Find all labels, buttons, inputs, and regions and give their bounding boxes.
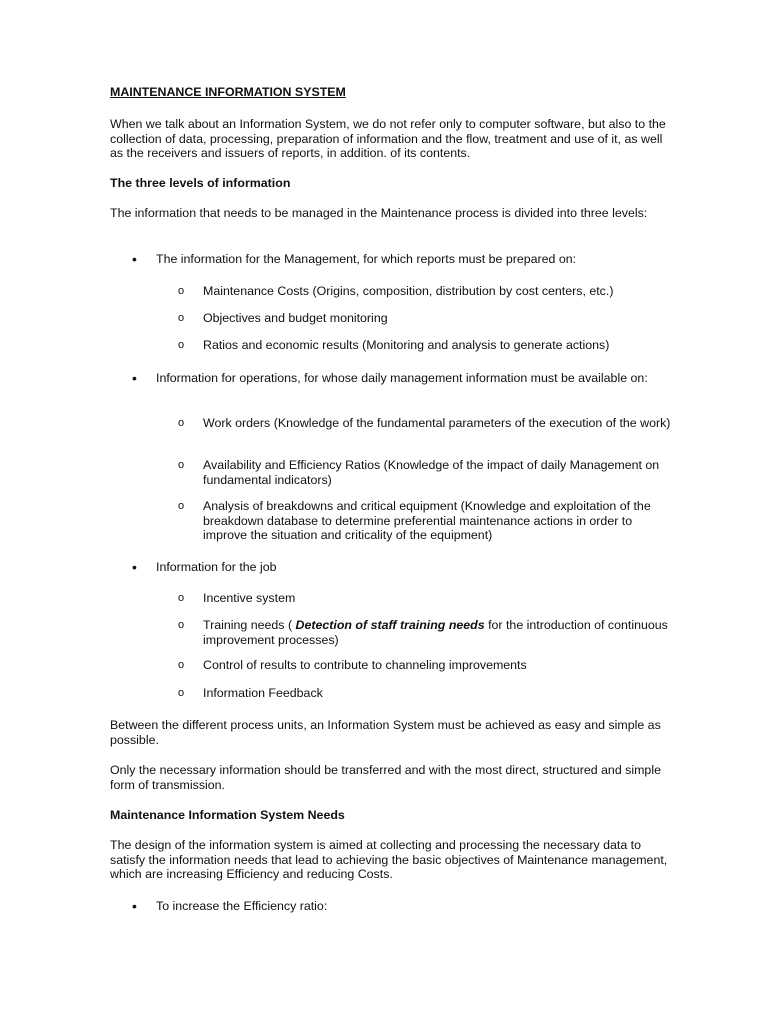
paragraph-transfer: Only the necessary information should be transferred and with the most direct, structured and simple form of transmission. [110, 763, 661, 792]
bullet-efficiency-ratio: To increase the Efficiency ratio: [156, 899, 328, 913]
sub-bullet-marker: o [178, 500, 185, 512]
sub-bullet-item: Work orders (Knowledge of the fundamental parameters of the execution of the work) [203, 416, 671, 430]
sub-bullet-marker: o [178, 339, 185, 351]
section-intro-paragraph: The information that needs to be managed in the Maintenance process is divided into three levels: [110, 206, 648, 220]
training-text-prefix: Training needs ( [203, 618, 296, 632]
sub-bullet-item: Information Feedback [203, 686, 323, 700]
sub-bullet-item: Objectives and budget monitoring [203, 311, 388, 325]
sub-bullet-marker: o [178, 687, 185, 699]
sub-bullet-marker: o [178, 659, 185, 671]
bullet-marker: • [132, 370, 137, 386]
document-title: MAINTENANCE INFORMATION SYSTEM [110, 85, 346, 99]
sub-bullet-marker: o [178, 285, 185, 297]
sub-bullet-item-training [203, 618, 673, 647]
sub-bullet-marker: o [178, 619, 185, 631]
sub-bullet-marker: o [178, 312, 185, 324]
bullet-marker: • [132, 251, 137, 267]
section-heading-three-levels: The three levels of information [110, 176, 291, 190]
sub-bullet-item: Maintenance Costs (Origins, composition, distribution by cost centers, etc.) [203, 284, 614, 298]
intro-paragraph: When we talk about an Information System, we do not refer only to computer software, but also to the collection of data, processing, preparation of information and the flow, treatment and use of it, as well as the receivers and issuers of reports, in addition. of its contents. [110, 117, 666, 161]
sub-bullet-item: Incentive system [203, 591, 296, 605]
sub-bullet-marker: o [178, 459, 185, 471]
paragraph-process-units: Between the different process units, an Information System must be achieved as easy and simple as possible. [110, 718, 661, 747]
section-heading-needs: Maintenance Information System Needs [110, 808, 345, 822]
bullet-marker: • [132, 559, 137, 575]
training-emphasis: Detection of staff training needs [295, 618, 485, 632]
sub-bullet-item: Control of results to contribute to channeling improvements [203, 658, 527, 672]
sub-bullet-item: Analysis of breakdowns and critical equipment (Knowledge and exploitation of the breakdown database to determine preferential maintenance actions in order to improve the situation and criticality of the equipment) [203, 499, 651, 543]
bullet-job-info: Information for the job [156, 560, 277, 574]
bullet-operations-info: Information for operations, for whose daily management information must be available on: [156, 371, 648, 385]
sub-bullet-item: Ratios and economic results (Monitoring and analysis to generate actions) [203, 338, 610, 352]
bullet-marker: • [132, 898, 137, 914]
section-needs-paragraph: The design of the information system is aimed at collecting and processing the necessary data to satisfy the information needs that lead to achieving the basic objectives of Maintenance management, which are increasing Efficiency and reducing Costs. [110, 838, 668, 882]
sub-bullet-marker: o [178, 592, 185, 604]
sub-bullet-marker: o [178, 417, 185, 429]
sub-bullet-item: Availability and Efficiency Ratios (Knowledge of the impact of daily Management on fundamental indicators) [203, 458, 660, 487]
bullet-management-info: The information for the Management, for which reports must be prepared on: [156, 252, 577, 266]
training-text-suffix: for the introduction of continuous improvement processes) [203, 618, 668, 647]
